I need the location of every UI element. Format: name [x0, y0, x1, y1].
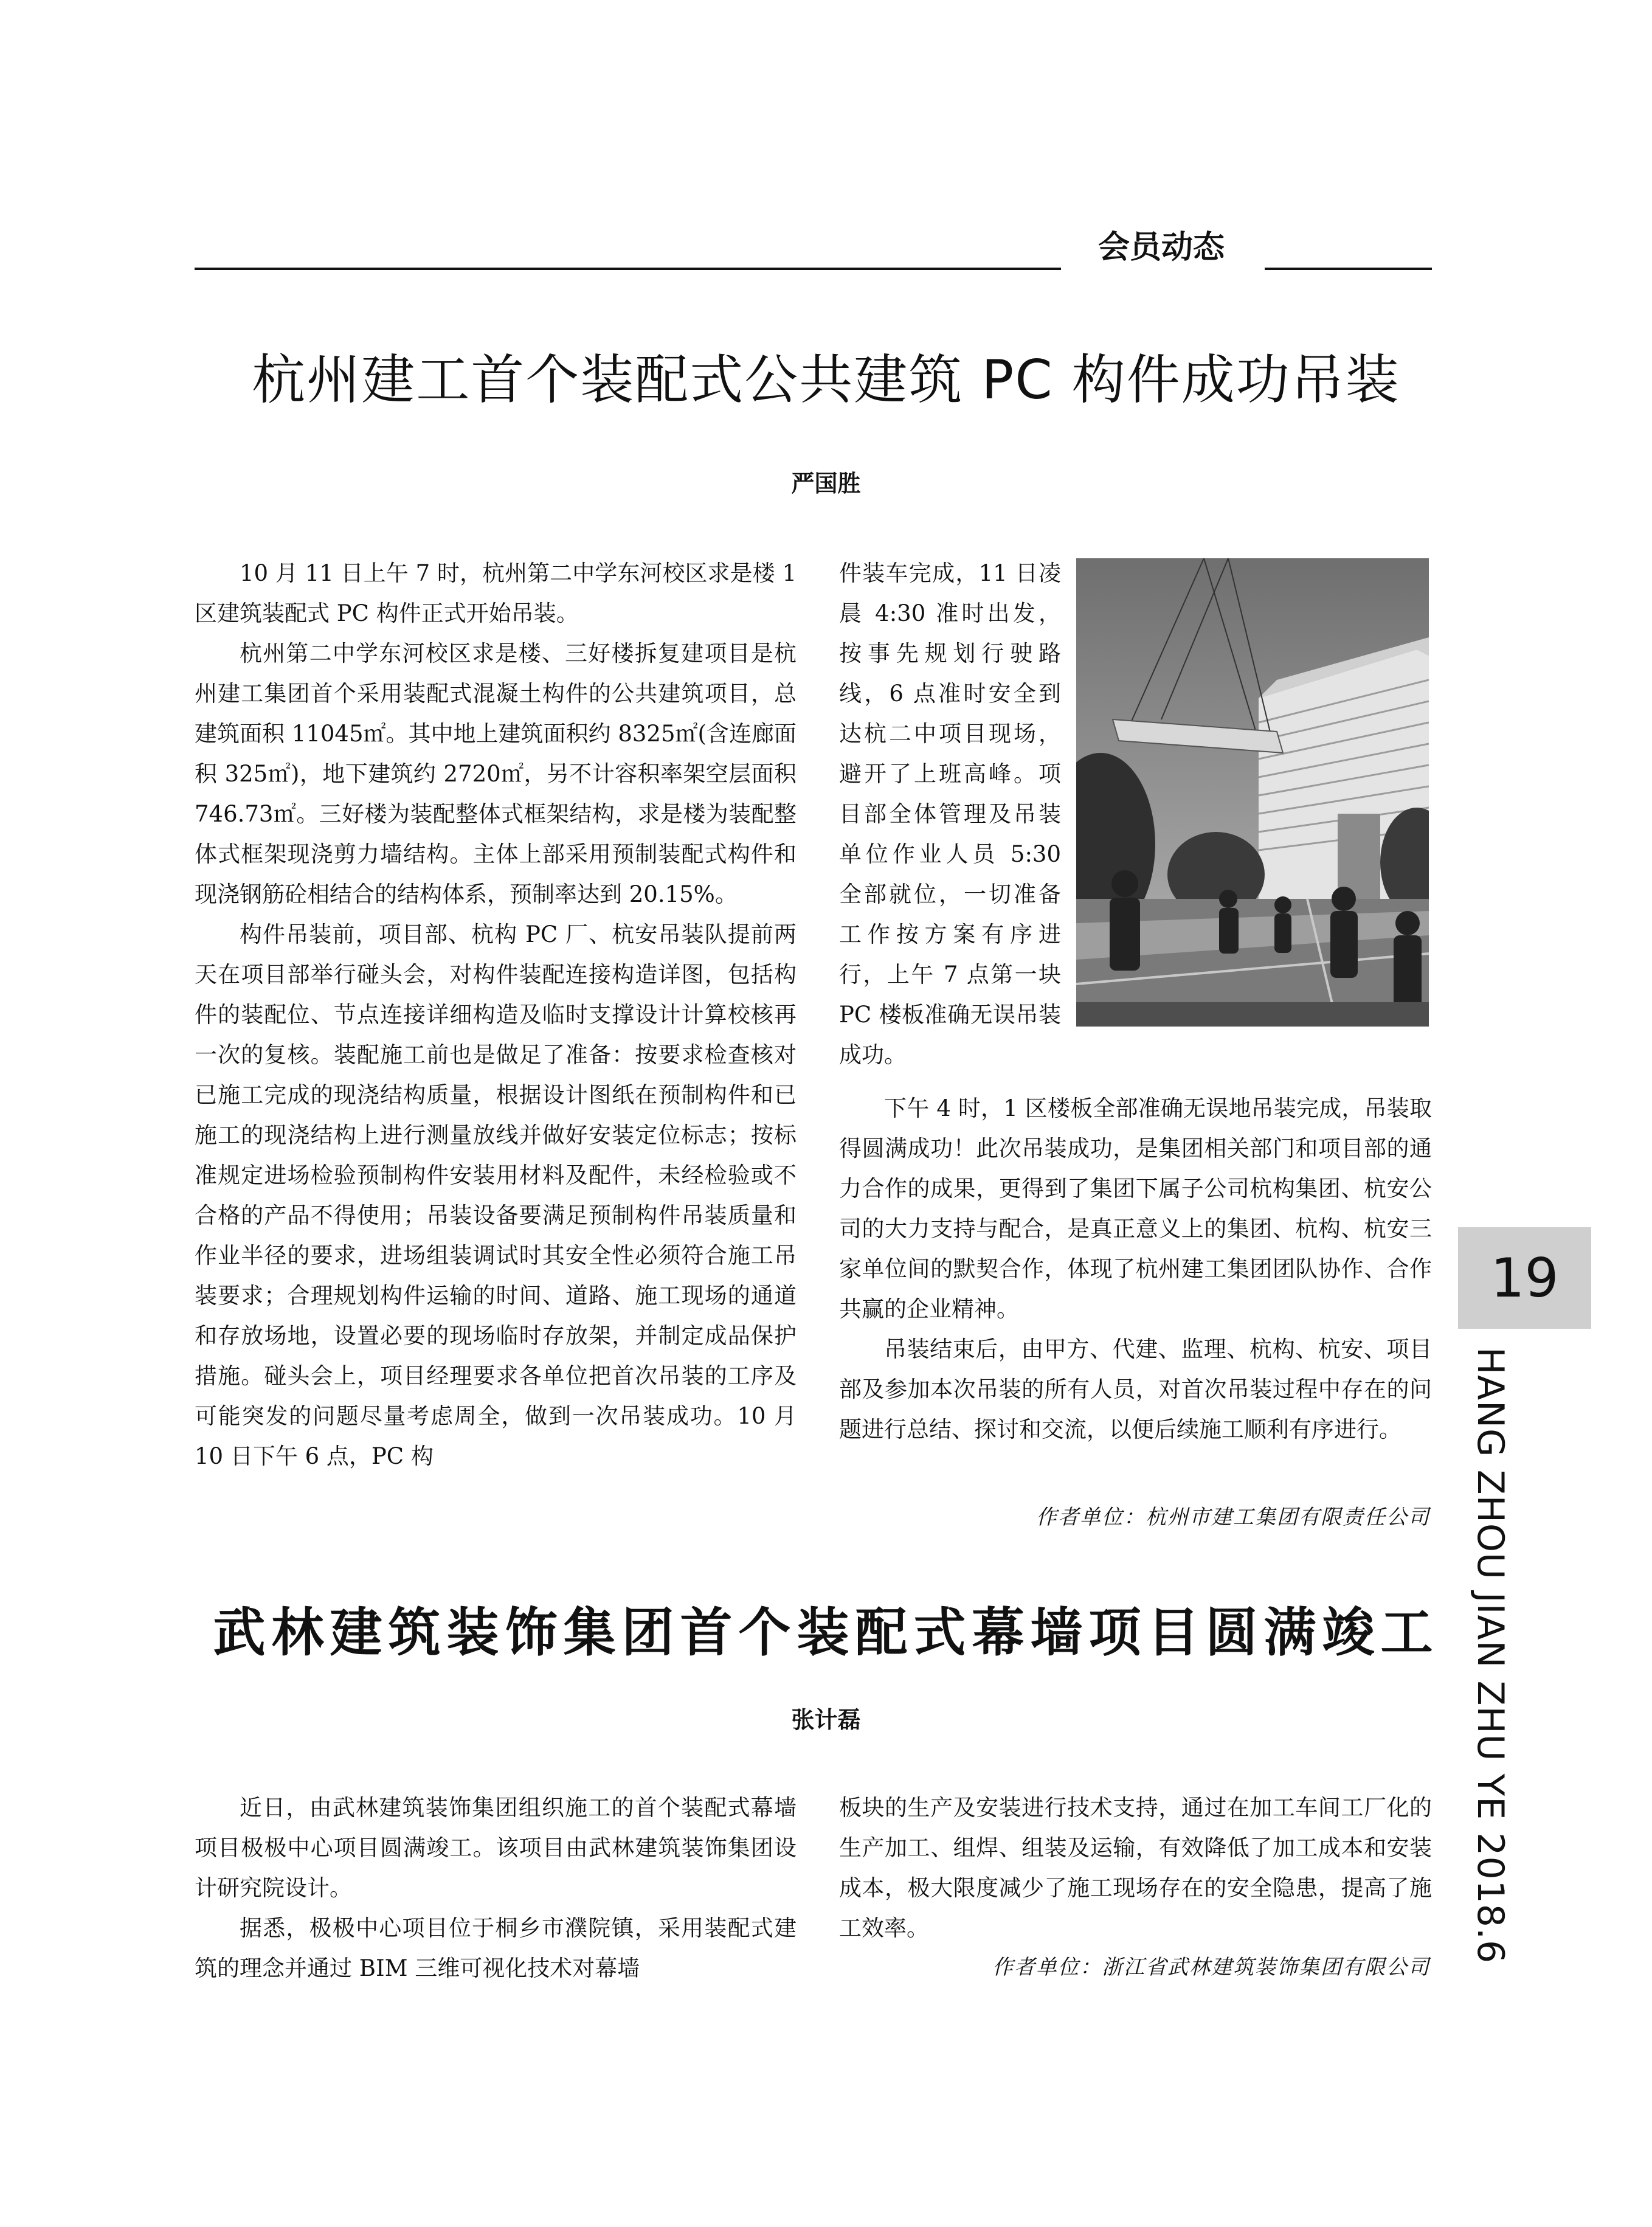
article1-left-column — [195, 553, 797, 1477]
article1-right-narrow-text: 件装车完成，11 日凌晨 4:30 准时出发，按事先规划行驶路线，6 点准时安全到达杭二中项目现场，避开了上班高峰。项目部全体管理及吊装单位作业人员 5:30 全部就位，一切准备工作按方案有序进行，上午 7 点第一块 PC 楼板准确无误吊装成功。 — [839, 560, 1061, 1068]
article2-left-para-2: 据悉，极极中心项目位于桐乡市濮院镇，采用装配式建筑的理念并通过 BIM 三维可视化技术对幕墙 — [195, 1915, 797, 1981]
article1-affiliation: 作者单位：杭州市建工集团有限责任公司 — [1036, 1505, 1430, 1529]
article2-left-para-1: 近日，由武林建筑装饰集团组织施工的首个装配式幕墙项目极极中心项目圆满竣工。该项目由武林建筑装饰集团设计研究院设计。 — [195, 1795, 797, 1901]
journal-vertical-label — [1469, 1347, 1524, 1964]
article1-author: 严国胜 — [791, 470, 861, 497]
section-label: 会员动态 — [1097, 229, 1225, 266]
header-rule-left — [195, 268, 1061, 270]
page-number-label: 19 — [1490, 1247, 1559, 1309]
article1-left-para-3: 构件吊装前，项目部、杭构 PC 厂、杭安吊装队提前两天在项目部举行碰头会，对构件装配连接构造详图，包括构件的装配位、节点连接详细构造及临时支撑设计计算校核再一次的复核。装配施工前也是做足了准备：按要求检查核对已施工完成的现浇结构质量，根据设计图纸在预制构件和已施工的现浇结构上进行测量放线并做好安装定位标志；按标准规定进场检验预制构件安装用材料及配件，未经检验或不合格的产品不得使用；吊装设备要满足预制构件吊装质量和作业半径的要求，进场组装调试时其安全性必须符合施工吊装要求；合理规划构件运输的时间、道路、施工现场的通道和存放场地，设置必要的现场临时存放架，并制定成品保护措施。碰头会上，项目经理要求各单位把首次吊装的工序及可能突发的问题尽量考虑周全，做到一次吊装成功。10 月 10 日下午 6 点，PC 构 — [195, 921, 797, 1469]
article2-right-para-1: 板块的生产及安装进行技术支持，通过在加工车间工厂化的生产加工、组焊、组装及运输，有效降低了加工成本和安装成本，极大限度减少了施工现场存在的安全隐患，提高了施工效率。 — [839, 1795, 1432, 1941]
article1-right-column — [839, 1089, 1432, 1450]
crane-lifting-scene-image — [1076, 558, 1429, 1027]
article2-title: 武林建筑装饰集团首个装配式幕墙项目圆满竣工 — [213, 1602, 1439, 1663]
journal-name: HANG ZHOU JIAN ZHU YE 2018.6 — [1469, 1347, 1512, 1964]
article1-right-para-1: 下午 4 时，1 区楼板全部准确无误地吊装完成，吊装取得圆满成功！此次吊装成功，是集团相关部门和项目部的通力合作的成果，更得到了集团下属子公司杭构集团、杭安公司的大力支持与配合，是真正意义上的集团、杭构、杭安三家单位间的默契合作，体现了杭州建工集团团队协作、合作共赢的企业精神。 — [839, 1095, 1432, 1322]
article2-right-column — [839, 1788, 1432, 1948]
article1-left-para-2: 杭州第二中学东河校区求是楼、三好楼拆复建项目是杭州建工集团首个采用装配式混凝土构件的公共建筑项目，总建筑面积 11045㎡。其中地上建筑面积约 8325㎡(含连廊面积 325㎡)，地下建筑约 2720㎡，另不计容积率架空层面积 746.73㎡。三好楼为装配整体式框架结构，求是楼为装配整体式框架现浇剪力墙结构。主体上部采用预制装配式构件和现浇钢筋砼相结合的结构体系，预制率达到 20.15%。 — [195, 640, 797, 907]
construction-photo — [1076, 558, 1429, 1027]
article1-left-para-1: 10 月 11 日上午 7 时，杭州第二中学东河校区求是楼 1 区建筑装配式 PC 构件正式开始吊装。 — [195, 560, 797, 626]
page-number — [1458, 1227, 1591, 1329]
article1-title: 杭州建工首个装配式公共建筑 PC 构件成功吊装 — [252, 348, 1400, 411]
article2-left-column — [195, 1788, 797, 1989]
article1-right-para-2: 吊装结束后，由甲方、代建、监理、杭构、杭安、项目部及参加本次吊装的所有人员，对首次吊装过程中存在的问题进行总结、探讨和交流，以便后续施工顺利有序进行。 — [839, 1336, 1432, 1443]
article2-author: 张计磊 — [791, 1706, 861, 1733]
article2-affiliation: 作者单位：浙江省武林建筑装饰集团有限公司 — [992, 1955, 1430, 1979]
header-rule-right — [1265, 268, 1432, 270]
